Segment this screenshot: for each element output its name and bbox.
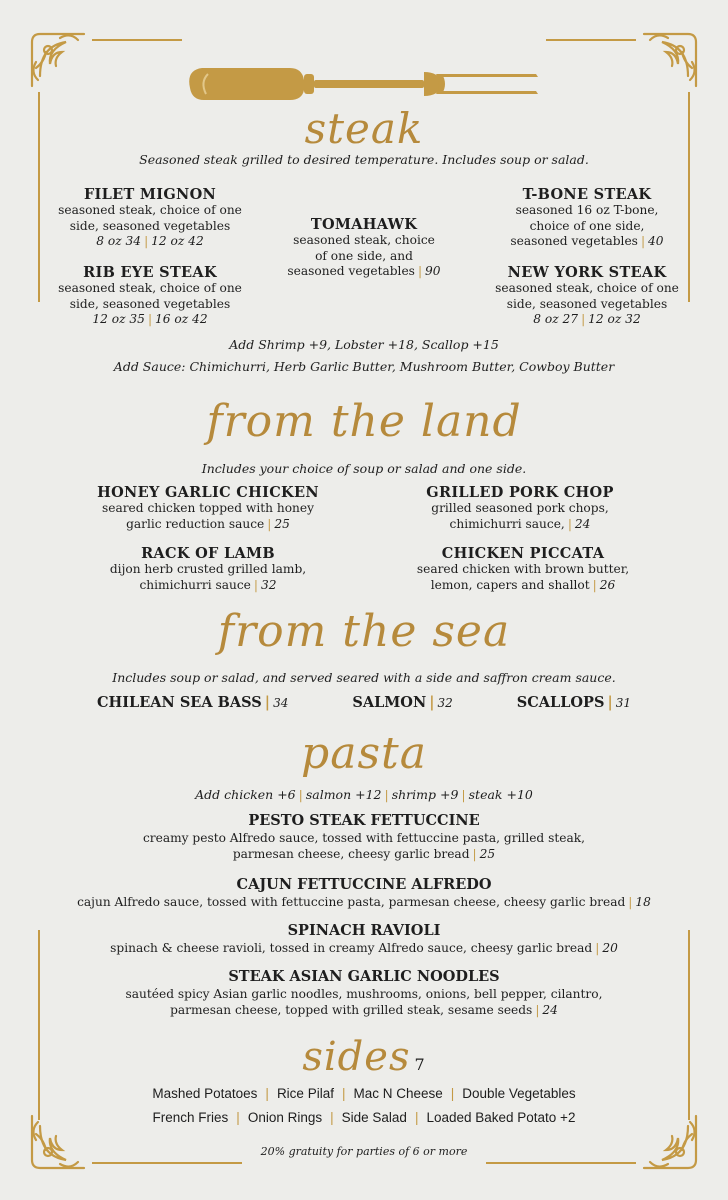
tomahawk-item bbox=[264, 216, 464, 280]
item-name: CAJUN FETTUCCINE ALFREDO bbox=[236, 876, 492, 893]
side-item: Mashed Potatoes bbox=[152, 1086, 258, 1101]
honey-garlic-chicken-item bbox=[86, 484, 330, 532]
pasta-add-proteins: Add chicken +6 | salmon +12 | shrimp +9 | steak +10 bbox=[195, 787, 533, 802]
item-name: T-BONE STEAK bbox=[522, 186, 652, 203]
sea-item-salmon: SALMON | 32 bbox=[352, 694, 453, 711]
side-item: Mac N Cheese bbox=[353, 1086, 443, 1101]
item-name: NEW YORK STEAK bbox=[507, 264, 667, 281]
item-name: SPINACH RAVIOLI bbox=[287, 922, 441, 939]
carving-fork-icon bbox=[186, 60, 542, 108]
item-desc: choice of one side, bbox=[529, 218, 645, 233]
sides-row-1: Mashed Potatoes | Rice Pilaf | Mac N Cheese | Double Vegetables bbox=[152, 1086, 576, 1101]
frame-top-left-line bbox=[92, 39, 182, 41]
spinach-ravioli-item bbox=[40, 922, 688, 956]
item-desc: seasoned steak, choice of one bbox=[495, 281, 679, 295]
side-item: Side Salad bbox=[341, 1110, 407, 1125]
steak-subtitle: Seasoned steak grilled to desired temperature. Includes soup or salad. bbox=[139, 152, 589, 167]
item-price: 8 oz 27 | 12 oz 32 bbox=[533, 312, 641, 326]
filet-mignon-item bbox=[50, 186, 250, 250]
item-desc: lemon, capers and shallot | 26 bbox=[430, 577, 616, 592]
item-desc: creamy pesto Alfredo sauce, tossed with fettuccine pasta, grilled steak, bbox=[142, 831, 585, 845]
corner-flourish-icon bbox=[638, 28, 702, 92]
steak-asian-garlic-noodles-item bbox=[40, 968, 688, 1018]
item-desc: spinach & cheese ravioli, tossed in creamy Alfredo sauce, cheesy garlic bread | 20 bbox=[110, 941, 618, 955]
frame-bottom-left-line bbox=[92, 1162, 242, 1164]
pasta-section-title: pasta bbox=[301, 728, 427, 779]
sea-item-chilean-sea-bass: CHILEAN SEA BASS | 34 bbox=[97, 694, 289, 711]
rack-of-lamb-item bbox=[86, 545, 330, 593]
item-name: HONEY GARLIC CHICKEN bbox=[97, 484, 319, 501]
item-desc: side, seasoned vegetables bbox=[69, 218, 231, 233]
chicken-piccata-item bbox=[398, 545, 648, 593]
sea-subtitle: Includes soup or salad, and served seared with a side and saffron cream sauce. bbox=[112, 670, 616, 685]
item-desc: of one side, and bbox=[315, 248, 413, 263]
item-name: RACK OF LAMB bbox=[141, 545, 275, 562]
pesto-steak-fettuccine-item bbox=[40, 812, 688, 862]
side-item: French Fries bbox=[152, 1110, 229, 1125]
side-item: Loaded Baked Potato +2 bbox=[426, 1110, 576, 1125]
item-name: CHICKEN PICCATA bbox=[441, 545, 605, 562]
corner-flourish-icon bbox=[26, 28, 90, 92]
steak-addons: Add Shrimp +9, Lobster +18, Scallop +15 bbox=[229, 337, 499, 352]
side-item: Onion Rings bbox=[247, 1110, 323, 1125]
item-price: 12 oz 35 | 16 oz 42 bbox=[92, 312, 208, 326]
item-desc: dijon herb crusted grilled lamb, bbox=[109, 562, 307, 576]
side-item: Double Vegetables bbox=[462, 1086, 576, 1101]
item-desc: seared chicken topped with honey bbox=[102, 501, 314, 515]
item-desc: parmesan cheese, cheesy garlic bread | 25 bbox=[232, 847, 496, 861]
item-desc: side, seasoned vegetables bbox=[69, 296, 231, 311]
sides-section-title: sides 7 bbox=[302, 1034, 426, 1080]
sea-items-row bbox=[0, 694, 728, 711]
item-desc: seared chicken with brown butter, bbox=[416, 562, 630, 576]
sea-item-scallops: SCALLOPS | 31 bbox=[516, 694, 631, 711]
steak-sauces: Add Sauce: Chimichurri, Herb Garlic Butter, Mushroom Butter, Cowboy Butter bbox=[113, 359, 615, 374]
item-name: TOMAHAWK bbox=[310, 216, 418, 233]
item-desc: seasoned 16 oz T-bone, bbox=[515, 203, 659, 217]
frame-bottom-right-line bbox=[486, 1162, 636, 1164]
item-price: 8 oz 34 | 12 oz 42 bbox=[96, 234, 204, 248]
item-name: PESTO STEAK FETTUCCINE bbox=[248, 812, 480, 829]
item-desc: garlic reduction sauce | 25 bbox=[126, 516, 290, 531]
item-name: GRILLED PORK CHOP bbox=[426, 484, 614, 501]
side-item: Rice Pilaf bbox=[276, 1086, 334, 1101]
gratuity-note: 20% gratuity for parties of 6 or more bbox=[260, 1145, 468, 1158]
item-desc: seasoned vegetables | 40 bbox=[510, 234, 664, 248]
item-name: STEAK ASIAN GARLIC NOODLES bbox=[228, 968, 500, 985]
steak-section-title: steak bbox=[304, 104, 424, 153]
cajun-fettuccine-alfredo-item bbox=[40, 876, 688, 910]
item-desc: seasoned steak, choice bbox=[293, 233, 435, 247]
item-desc: side, seasoned vegetables bbox=[506, 296, 668, 311]
new-york-item bbox=[484, 264, 690, 328]
item-desc: seasoned steak, choice of one bbox=[58, 203, 242, 217]
sides-row-2: French Fries | Onion Rings | Side Salad | Loaded Baked Potato +2 bbox=[152, 1110, 576, 1125]
land-subtitle: Includes your choice of soup or salad and one side. bbox=[201, 461, 527, 476]
item-name: FILET MIGNON bbox=[83, 186, 217, 203]
item-desc: cajun Alfredo sauce, tossed with fettuccine pasta, parmesan cheese, cheesy garlic bread | 18 bbox=[77, 895, 651, 909]
item-desc: parmesan cheese, topped with grilled steak, sesame seeds | 24 bbox=[170, 1003, 558, 1017]
t-bone-item bbox=[484, 186, 690, 250]
item-desc: chimichurri sauce, | 24 bbox=[449, 516, 591, 531]
grilled-pork-chop-item bbox=[398, 484, 642, 532]
sea-section-title: from the sea bbox=[217, 606, 511, 657]
land-section-title: from the land bbox=[206, 396, 522, 447]
sides-price: 7 bbox=[414, 1055, 426, 1074]
item-name: RIB EYE STEAK bbox=[83, 264, 217, 281]
item-desc: sautéed spicy Asian garlic noodles, mushrooms, onions, bell pepper, cilantro, bbox=[125, 987, 603, 1001]
item-desc: grilled seasoned pork chops, bbox=[431, 501, 609, 515]
item-desc: chimichurri sauce | 32 bbox=[139, 577, 277, 592]
item-desc: seasoned vegetables | 90 bbox=[287, 264, 441, 278]
item-desc: seasoned steak, choice of one bbox=[58, 281, 242, 295]
rib-eye-item bbox=[50, 264, 250, 328]
frame-top-right-line bbox=[546, 39, 636, 41]
